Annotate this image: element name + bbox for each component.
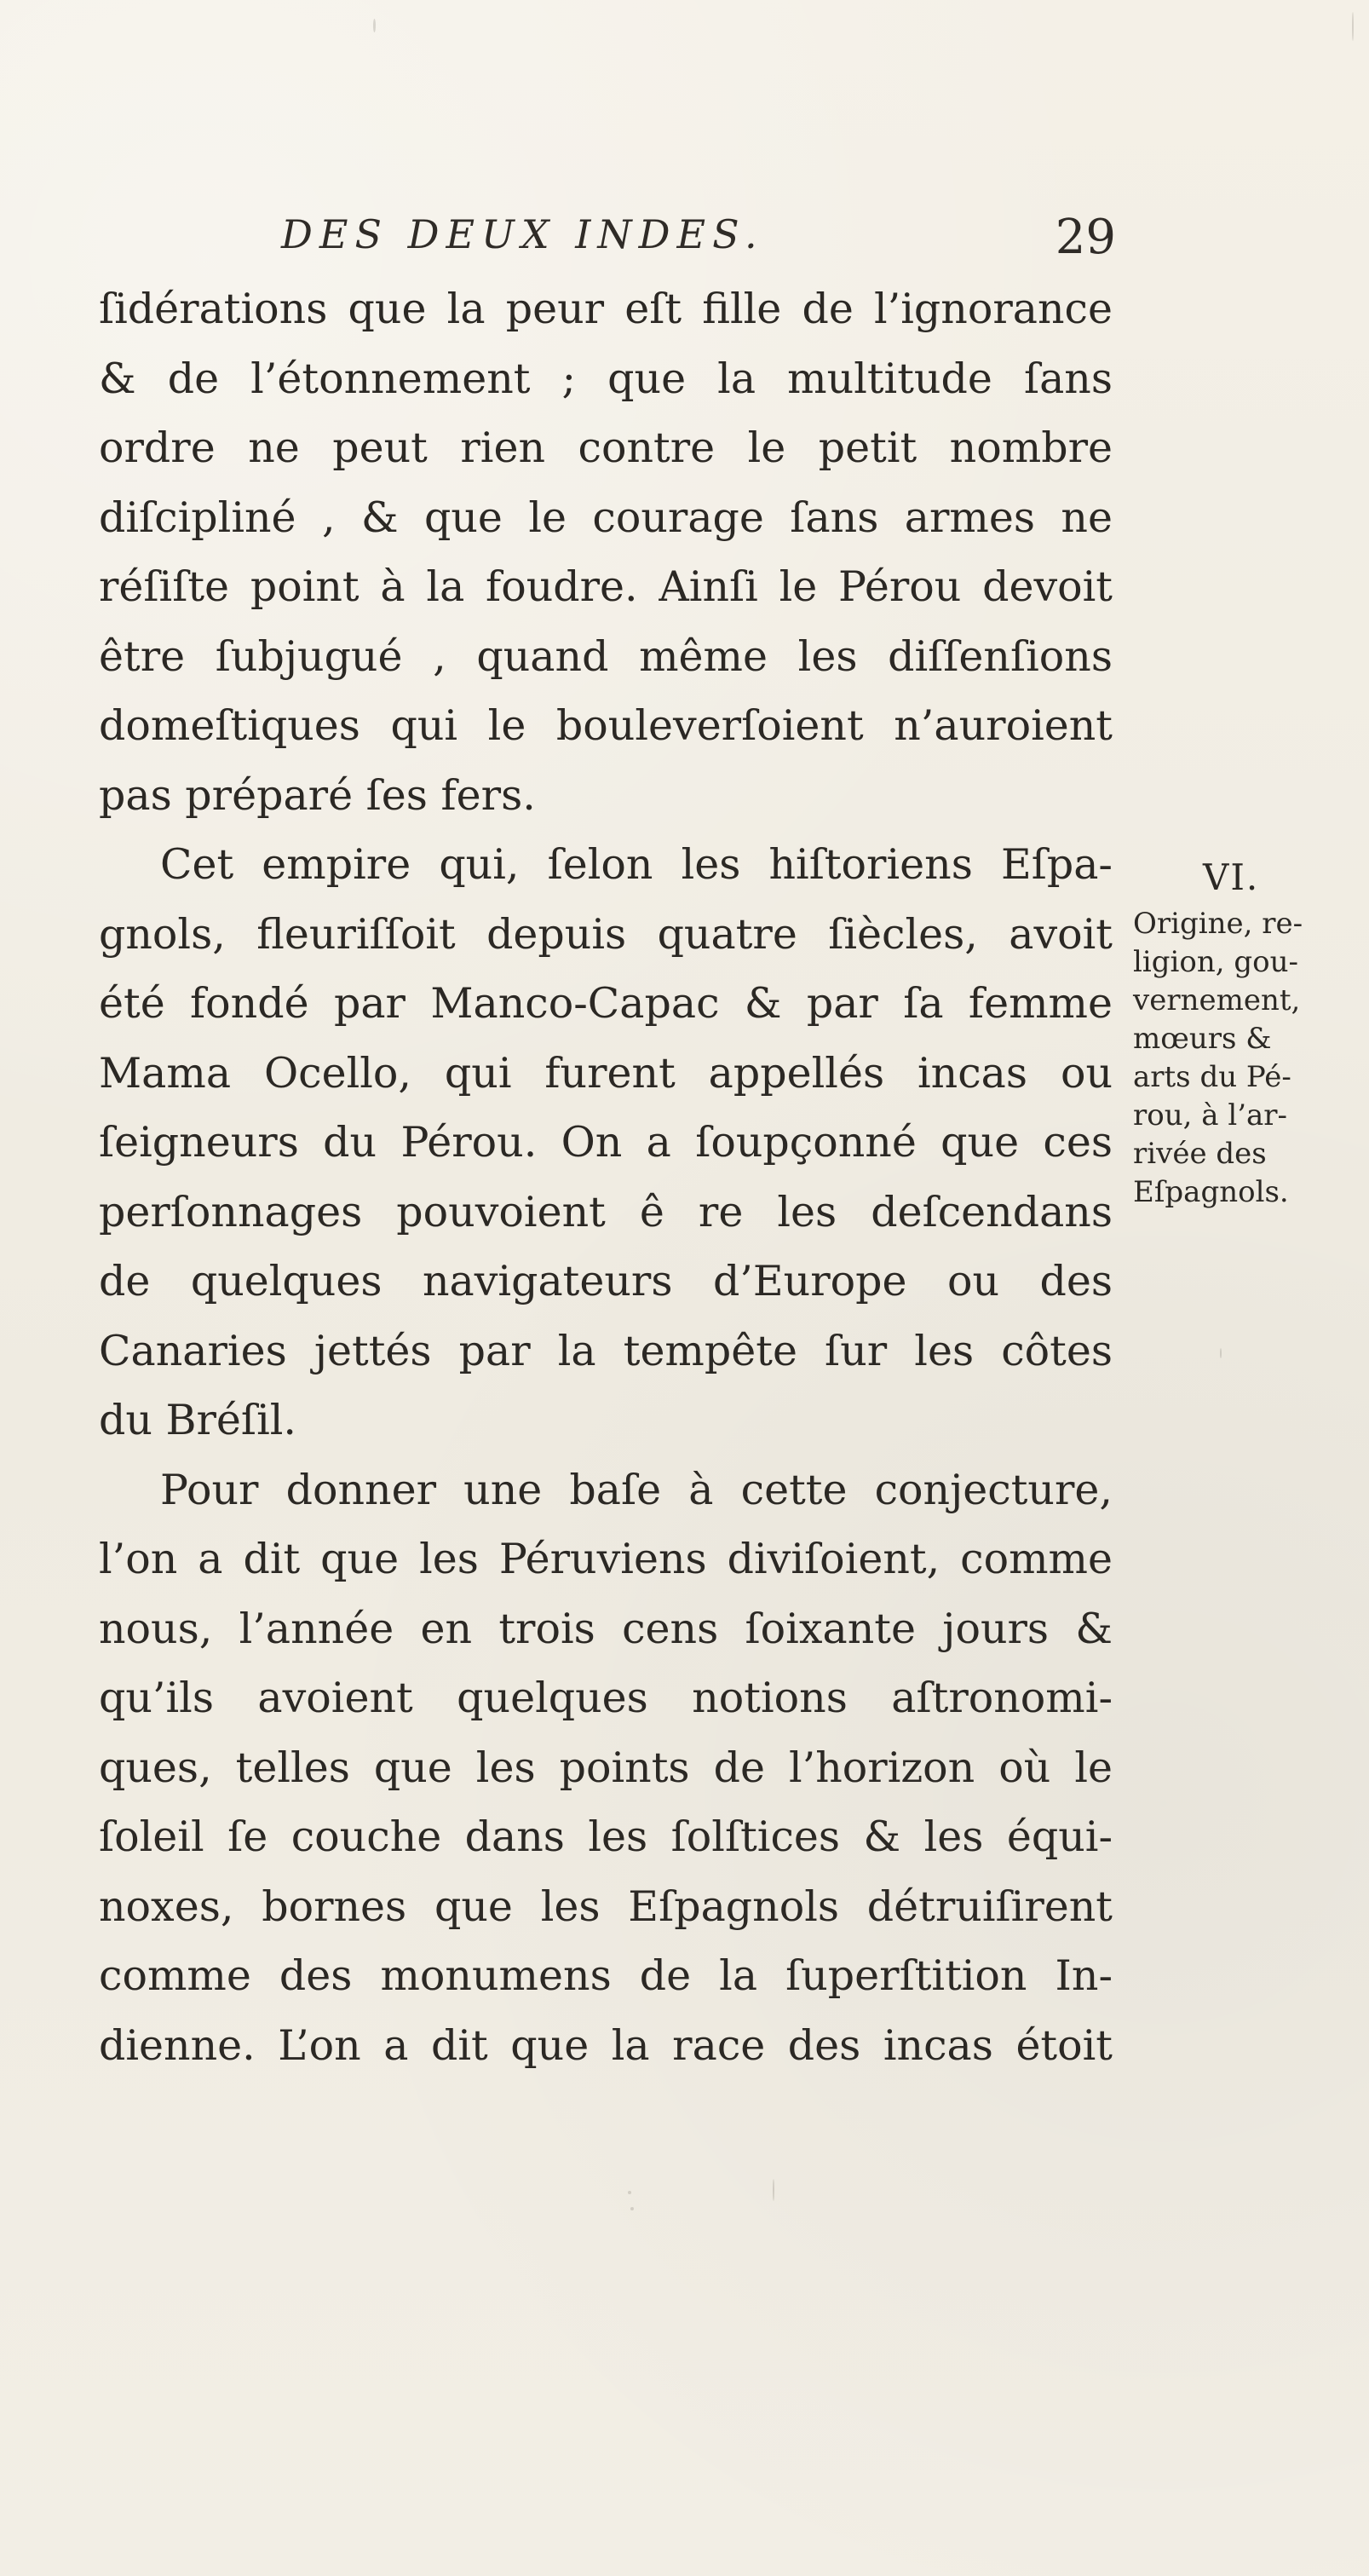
text-line-19: l’on a dit que les Péruviens diviſoient, comme: [99, 1535, 1113, 1583]
text-line-16: Canaries jettés par la tempête ſur les côtes: [99, 1326, 1113, 1375]
paper-speck: [628, 2191, 631, 2194]
margin-note-heading: VI.: [1203, 856, 1260, 898]
margin-note-line-8: Eſpagnols.: [1133, 1175, 1289, 1209]
text-line-8: pas préparé ſes fers.: [99, 770, 536, 820]
text-line-6: être ſubjugué , quand même les diſſenſions: [99, 631, 1113, 681]
margin-note-line-5: arts du Pé-: [1133, 1060, 1291, 1094]
paper-speck: [373, 19, 376, 32]
paper-speck: [1220, 1348, 1222, 1358]
text-line-4: diſcipliné , & que le courage ſans armes ne: [99, 493, 1113, 542]
text-line-12: Mama Ocello, qui furent appellés incas ou: [99, 1048, 1113, 1098]
text-line-13: ſeigneurs du Pérou. On a ſoupçonné que ces: [99, 1118, 1113, 1167]
text-line-18: Pour donner une baſe à cette conjecture,: [160, 1465, 1113, 1514]
page-number: 29: [1055, 210, 1116, 265]
paper-speck: [630, 2207, 634, 2210]
text-line-5: réſiſte point à la foudre. Ainſi le Pérou devoit: [99, 562, 1113, 611]
running-head: [281, 211, 1116, 271]
margin-note-line-1: Origine, re-: [1133, 907, 1303, 941]
running-title: DES DEUX INDES.: [281, 211, 764, 257]
text-line-2: & de l’étonnement ; que la multitude ſans: [99, 354, 1113, 403]
text-line-20: nous, l’année en trois cens ſoixante jours &: [99, 1604, 1113, 1653]
text-line-25: comme des monumens de la ſuperſtition In-: [99, 1951, 1113, 2000]
text-line-7: domeſtiques qui le bouleverſoient n’auroient: [99, 701, 1113, 750]
text-line-22: ques, telles que les points de l’horizon où le: [99, 1743, 1113, 1792]
text-line-21: qu’ils avoient quelques notions aſtronomi-: [99, 1674, 1113, 1722]
paper-speck: [1352, 12, 1354, 41]
text-line-10: gnols, fleuriſſoit depuis quatre ſiècles, avoit: [99, 909, 1113, 959]
text-line-1: ſidérations que la peur eſt fille de l’ignorance: [99, 285, 1113, 333]
text-line-3: ordre ne peut rien contre le petit nombre: [99, 424, 1113, 472]
margin-note-line-2: ligion, gou-: [1133, 945, 1298, 979]
text-line-15: de quelques navigateurs d’Europe ou des: [99, 1257, 1113, 1305]
text-line-17: du Bréſil.: [99, 1396, 296, 1444]
text-line-23: ſoleil ſe couche dans les ſolſtices & les équi-: [99, 1812, 1113, 1861]
text-line-9: Cet empire qui, ſelon les hiſtoriens Eſpa-: [160, 840, 1113, 889]
margin-note-line-3: vernement,: [1133, 983, 1301, 1017]
main-text-column: [99, 274, 1113, 2080]
margin-note-line-6: rou, à l’ar-: [1133, 1098, 1288, 1132]
margin-note: [1133, 856, 1342, 1212]
margin-note-line-4: mœurs &: [1133, 1022, 1272, 1056]
text-line-14: perſonnages pouvoient ê re les deſcendans: [99, 1187, 1113, 1236]
paper-speck: [773, 2179, 774, 2201]
text-line-26: dienne. L’on a dit que la race des incas étoit: [99, 2020, 1113, 2070]
margin-note-line-7: rivée des: [1133, 1137, 1267, 1171]
text-line-11: été fondé par Manco-Capac & par ſa femme: [99, 979, 1113, 1028]
text-line-24: noxes, bornes que les Eſpagnols détruiſirent: [99, 1882, 1113, 1931]
